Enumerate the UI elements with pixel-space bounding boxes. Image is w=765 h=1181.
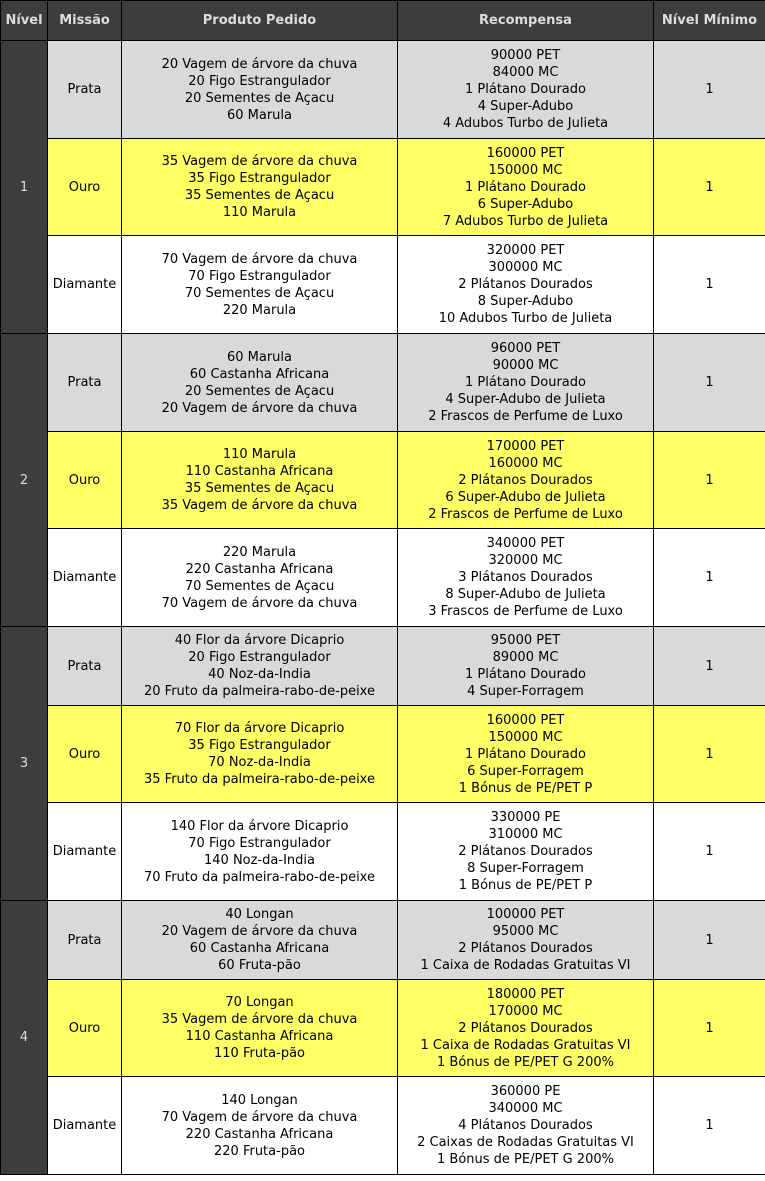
products-cell-line: 20 Sementes de Açacu (184, 90, 335, 106)
products-cell-line: 110 Castanha Africana (185, 1029, 334, 1044)
mission-row (1, 1077, 765, 1175)
products-cell-line: 20 Sementes de Açacu (184, 383, 335, 399)
products-cell-line: 70 Vagem de árvore da chuva (161, 251, 358, 267)
rewards-cell-line: 1 Bónus de PE/PET G 200% (437, 1054, 614, 1070)
rewards-cell-line: 89000 MC (492, 650, 559, 665)
rewards-cell-line: 6 Super-Adubo de Julieta (445, 489, 606, 505)
products-cell-line: 110 Fruta-pão (214, 1046, 305, 1061)
products-cell-line: 70 Vagem de árvore da chuva (161, 595, 358, 611)
rewards-cell-line: 340000 MC (488, 1101, 563, 1116)
products-cell-line: 60 Fruta-pão (218, 958, 301, 973)
mission-name-cell: Ouro (48, 139, 122, 236)
rewards-cell-line: 1 Plátano Dourado (465, 667, 586, 682)
mission-row (1, 803, 765, 901)
products-cell (122, 901, 398, 980)
min-level-cell: 1 (654, 706, 765, 803)
products-cell-line: 110 Castanha Africana (185, 464, 334, 479)
rewards-cell (398, 529, 654, 627)
products-cell-line: 70 Sementes de Açacu (184, 578, 335, 594)
min-level-cell: 1 (654, 980, 765, 1077)
header-min-level: Nível Mínimo (654, 1, 765, 41)
mission-row (1, 901, 765, 980)
mission-name-cell: Prata (48, 627, 122, 706)
min-level-cell: 1 (654, 139, 765, 236)
products-cell (122, 627, 398, 706)
mission-row (1, 236, 765, 334)
mission-name-cell: Prata (48, 334, 122, 432)
products-cell-line: 20 Vagem de árvore da chuva (161, 924, 358, 939)
mission-name-cell: Prata (48, 41, 122, 139)
rewards-cell-line: 1 Caixa de Rodadas Gratuitas VI (420, 958, 631, 973)
min-level-cell: 1 (654, 901, 765, 980)
rewards-cell-line: 2 Plátanos Dourados (458, 277, 593, 292)
rewards-cell-line: 330000 PE (490, 810, 561, 825)
rewards-cell-line: 8 Super-Adubo de Julieta (445, 587, 606, 602)
products-cell (122, 432, 398, 529)
rewards-cell-line: 2 Frascos de Perfume de Luxo (428, 409, 623, 424)
rewards-cell-line: 95000 PET (490, 633, 561, 648)
products-cell (122, 139, 398, 236)
products-cell-line: 20 Figo Estrangulador (188, 650, 331, 665)
rewards-cell-line: 160000 PET (486, 145, 565, 161)
rewards-cell-line: 340000 PET (486, 536, 565, 551)
products-cell-line: 60 Marula (226, 349, 293, 365)
rewards-cell-line: 170000 MC (488, 1003, 563, 1019)
rewards-cell-line: 320000 PET (486, 243, 565, 258)
rewards-cell (398, 139, 654, 236)
products-cell (122, 41, 398, 139)
products-cell (122, 803, 398, 901)
rewards-cell (398, 334, 654, 432)
rewards-cell-line: 2 Frascos de Perfume de Luxo (428, 506, 623, 522)
rewards-cell-line: 95000 MC (492, 924, 559, 939)
rewards-cell-line: 4 Super-Adubo de Julieta (445, 392, 606, 407)
products-cell-line: 40 Flor da árvore Dicaprio (174, 633, 345, 648)
products-cell-line: 70 Figo Estrangulador (188, 268, 331, 284)
products-cell-line: 140 Noz-da-India (204, 852, 315, 868)
rewards-cell-line: 1 Plátano Dourado (465, 179, 586, 195)
rewards-cell (398, 980, 654, 1077)
products-cell-line: 70 Fruto da palmeira-rabo-de-peixe (144, 869, 375, 885)
rewards-cell-line: 1 Bónus de PE/PET P (458, 780, 593, 796)
products-cell-line: 140 Longan (221, 1092, 298, 1108)
rewards-cell (398, 41, 654, 139)
products-cell-line: 40 Longan (225, 907, 294, 922)
products-cell-line: 35 Sementes de Açacu (184, 188, 335, 203)
products-cell-line: 20 Vagem de árvore da chuva (161, 400, 358, 416)
mission-name-cell: Ouro (48, 432, 122, 529)
rewards-cell-line: 90000 MC (492, 358, 559, 373)
mission-row (1, 139, 765, 236)
products-cell-line: 35 Figo Estrangulador (188, 738, 331, 753)
products-cell (122, 334, 398, 432)
products-cell-line: 220 Marula (222, 544, 297, 560)
rewards-cell-line: 4 Super-Adubo (477, 99, 574, 114)
products-cell-line: 110 Marula (222, 205, 297, 220)
rewards-cell-line: 8 Super-Forragem (467, 861, 584, 876)
products-cell-line: 35 Vagem de árvore da chuva (161, 498, 358, 513)
rewards-cell-line: 170000 PET (486, 438, 565, 454)
rewards-cell-line: 1 Plátano Dourado (465, 375, 586, 390)
products-cell-line: 35 Sementes de Açacu (184, 481, 335, 496)
products-cell (122, 980, 398, 1077)
min-level-cell: 1 (654, 803, 765, 901)
rewards-cell-line: 3 Plátanos Dourados (458, 570, 593, 585)
mission-row (1, 432, 765, 529)
min-level-cell: 1 (654, 1077, 765, 1175)
products-cell-line: 70 Vagem de árvore da chuva (161, 1109, 358, 1125)
products-cell-line: 140 Flor da árvore Dicaprio (170, 818, 349, 834)
products-cell-line: 70 Sementes de Açacu (184, 285, 335, 301)
mission-name-cell: Diamante (48, 1077, 122, 1175)
min-level-cell: 1 (654, 432, 765, 529)
rewards-cell-line: 2 Plátanos Dourados (458, 941, 593, 956)
mission-name-cell: Ouro (48, 980, 122, 1077)
mission-row (1, 529, 765, 627)
rewards-cell-line: 100000 PET (486, 907, 565, 922)
mission-row (1, 41, 765, 139)
rewards-cell-line: 4 Super-Forragem (467, 684, 584, 699)
rewards-cell-line: 150000 MC (488, 729, 563, 745)
rewards-cell (398, 901, 654, 980)
rewards-cell-line: 90000 PET (490, 48, 561, 63)
rewards-cell (398, 627, 654, 706)
rewards-cell-line: 300000 MC (488, 260, 563, 275)
min-level-cell: 1 (654, 41, 765, 139)
level-cell: 3 (1, 627, 48, 901)
products-cell-line: 220 Marula (222, 302, 297, 318)
table-body (1, 41, 765, 1175)
rewards-cell-line: 310000 MC (488, 827, 563, 842)
mission-row (1, 706, 765, 803)
rewards-cell-line: 2 Caixas de Rodadas Gratuitas VI (417, 1135, 634, 1150)
rewards-cell-line: 7 Adubos Turbo de Julieta (442, 213, 609, 229)
rewards-cell-line: 8 Super-Adubo (477, 294, 574, 309)
min-level-cell: 1 (654, 627, 765, 706)
rewards-cell-line: 4 Adubos Turbo de Julieta (442, 116, 609, 131)
products-cell-line: 20 Figo Estrangulador (188, 73, 331, 89)
mission-name-cell: Diamante (48, 236, 122, 334)
rewards-cell-line: 1 Plátano Dourado (465, 746, 586, 762)
products-cell-line: 220 Castanha Africana (185, 1126, 334, 1142)
products-cell-line: 40 Noz-da-India (208, 667, 311, 682)
rewards-cell (398, 432, 654, 529)
level-cell: 1 (1, 41, 48, 334)
rewards-cell-line: 2 Plátanos Dourados (458, 472, 593, 488)
rewards-cell-line: 160000 MC (488, 455, 563, 471)
products-cell (122, 1077, 398, 1175)
mission-name-cell: Ouro (48, 706, 122, 803)
rewards-cell-line: 4 Plátanos Dourados (458, 1118, 593, 1133)
level-cell: 4 (1, 901, 48, 1175)
header-reward: Recompensa (398, 1, 654, 41)
products-cell-line: 60 Marula (226, 107, 293, 123)
products-cell (122, 529, 398, 627)
products-cell (122, 236, 398, 334)
rewards-cell (398, 803, 654, 901)
rewards-cell-line: 6 Super-Adubo (477, 196, 574, 212)
products-cell-line: 70 Longan (225, 995, 294, 1010)
products-cell (122, 706, 398, 803)
rewards-cell-line: 6 Super-Forragem (467, 763, 584, 779)
header-mission: Missão (48, 1, 122, 41)
products-cell-line: 60 Castanha Africana (189, 941, 330, 956)
products-cell-line: 70 Figo Estrangulador (188, 835, 331, 851)
products-cell-line: 35 Vagem de árvore da chuva (161, 154, 358, 169)
rewards-cell-line: 2 Plátanos Dourados (458, 844, 593, 859)
rewards-cell-line: 1 Bónus de PE/PET P (458, 878, 593, 893)
rewards-cell (398, 706, 654, 803)
rewards-cell-line: 10 Adubos Turbo de Julieta (438, 311, 613, 326)
level-cell: 2 (1, 334, 48, 627)
products-cell-line: 110 Marula (222, 447, 297, 462)
header-product: Produto Pedido (122, 1, 398, 41)
mission-row (1, 627, 765, 706)
products-cell-line: 35 Fruto da palmeira-rabo-de-peixe (144, 772, 375, 787)
min-level-cell: 1 (654, 529, 765, 627)
products-cell-line: 70 Flor da árvore Dicaprio (174, 721, 345, 736)
rewards-cell-line: 360000 PE (490, 1084, 561, 1099)
products-cell-line: 35 Vagem de árvore da chuva (161, 1012, 358, 1027)
products-cell-line: 70 Noz-da-India (208, 755, 311, 770)
mission-row (1, 334, 765, 432)
rewards-cell-line: 1 Bónus de PE/PET G 200% (437, 1152, 614, 1167)
rewards-cell-line: 180000 PET (486, 986, 565, 1002)
mission-name-cell: Diamante (48, 803, 122, 901)
rewards-cell (398, 1077, 654, 1175)
rewards-cell-line: 1 Plátano Dourado (465, 82, 586, 97)
rewards-cell-line: 3 Frascos de Perfume de Luxo (428, 604, 623, 619)
rewards-cell-line: 160000 PET (486, 712, 565, 728)
rewards-cell-line: 150000 MC (488, 162, 563, 178)
min-level-cell: 1 (654, 334, 765, 432)
products-cell-line: 20 Fruto da palmeira-rabo-de-peixe (144, 684, 375, 699)
mission-name-cell: Diamante (48, 529, 122, 627)
products-cell-line: 220 Fruta-pão (214, 1143, 305, 1159)
rewards-cell-line: 84000 MC (492, 65, 559, 80)
rewards-cell-line: 96000 PET (490, 341, 561, 356)
rewards-cell (398, 236, 654, 334)
products-cell-line: 220 Castanha Africana (185, 561, 334, 577)
products-cell-line: 60 Castanha Africana (189, 366, 330, 382)
min-level-cell: 1 (654, 236, 765, 334)
products-cell-line: 20 Vagem de árvore da chuva (161, 56, 358, 72)
rewards-cell-line: 320000 MC (488, 553, 563, 568)
mission-row (1, 980, 765, 1077)
mission-name-cell: Prata (48, 901, 122, 980)
products-cell-line: 35 Figo Estrangulador (188, 171, 331, 186)
rewards-cell-line: 2 Plátanos Dourados (458, 1020, 593, 1036)
header-level: Nível (1, 1, 48, 41)
header-row (1, 1, 765, 41)
rewards-cell-line: 1 Caixa de Rodadas Gratuitas VI (420, 1037, 631, 1053)
